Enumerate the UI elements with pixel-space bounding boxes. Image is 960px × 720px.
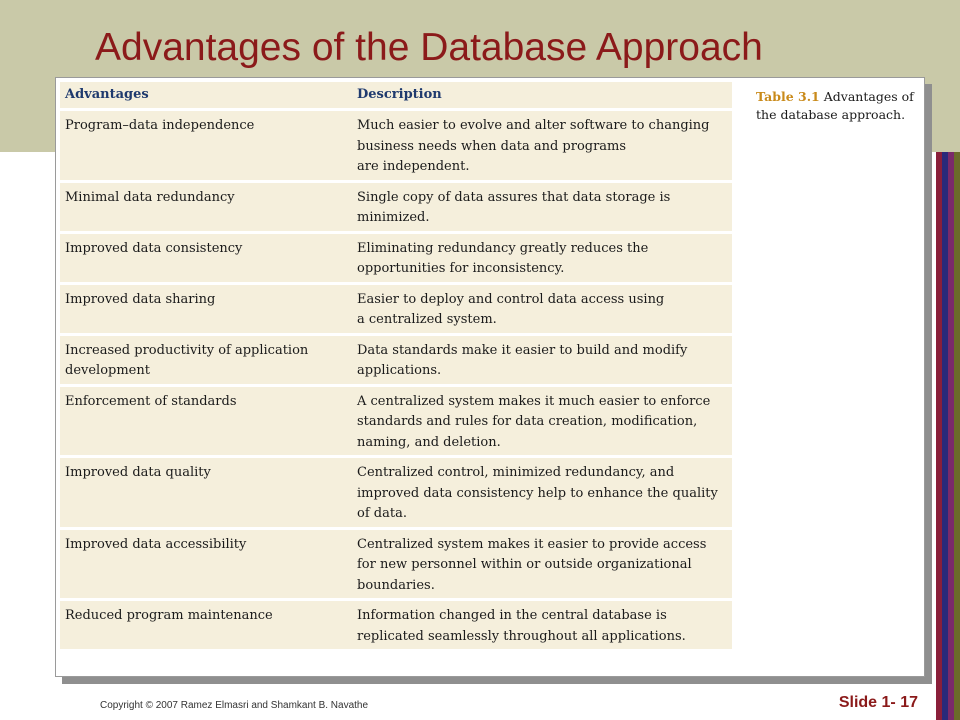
description-line: A centralized system makes it much easier to enforce [357, 393, 711, 409]
slide-title: Advantages of the Database Approach [95, 26, 763, 69]
advantage-cell [60, 181, 342, 232]
description-cell [342, 334, 732, 385]
advantage-line: Improved data sharing [65, 291, 216, 307]
table-body [60, 110, 732, 651]
advantage-cell [60, 600, 342, 651]
table-row [60, 232, 732, 283]
description-line: improved data consistency help to enhance the quality [357, 485, 718, 501]
table-row [60, 528, 732, 600]
description-line: replicated seamlessly throughout all applications. [357, 628, 686, 644]
table-row [60, 457, 732, 529]
table-panel [55, 77, 925, 677]
table-container [60, 82, 732, 652]
advantage-line: Enforcement of standards [65, 393, 237, 409]
description-line: boundaries. [357, 577, 435, 593]
description-line: applications. [357, 363, 442, 378]
advantage-line: Improved data accessibility [65, 536, 247, 552]
advantages-table [60, 82, 732, 652]
description-line: Single copy of data assures that data storage is [357, 189, 671, 205]
advantage-cell [60, 232, 342, 283]
advantage-cell [60, 110, 342, 182]
description-line: naming, and deletion. [357, 434, 501, 450]
description-cell [342, 457, 732, 529]
description-cell [342, 385, 732, 457]
advantage-line: Reduced program maintenance [65, 608, 273, 623]
description-cell [342, 283, 732, 334]
advantage-line: Increased productivity of application [65, 342, 309, 358]
description-line: Centralized control, minimized redundancy, and [357, 465, 675, 480]
slide-number: Slide 1- 17 [838, 694, 918, 711]
description-line: Centralized system makes it easier to provide access [357, 536, 707, 552]
description-line: of data. [357, 506, 407, 521]
advantage-cell [60, 457, 342, 529]
description-line: opportunities for inconsistency. [357, 261, 565, 276]
table-row [60, 110, 732, 182]
caption-text: Advantages of the database approach. [756, 89, 914, 122]
description-line: Data standards make it easier to build and modify [357, 342, 688, 358]
description-line: minimized. [357, 210, 430, 225]
description-cell [342, 181, 732, 232]
description-line: Easier to deploy and control data access using [357, 291, 665, 307]
advantage-cell [60, 528, 342, 600]
description-line: are independent. [357, 159, 470, 174]
description-line: business needs when data and programs [357, 138, 627, 154]
table-header-row [60, 82, 732, 110]
header-description: Description [342, 82, 732, 110]
decorative-side-stripes [936, 152, 960, 720]
description-line: standards and rules for data creation, modification, [357, 414, 698, 429]
table-row [60, 283, 732, 334]
description-cell [342, 232, 732, 283]
table-row [60, 181, 732, 232]
advantage-line: Minimal data redundancy [65, 189, 235, 205]
description-line: Information changed in the central database is [357, 608, 667, 623]
advantage-line: development [65, 363, 150, 378]
table-row [60, 385, 732, 457]
advantage-cell [60, 334, 342, 385]
description-cell [342, 528, 732, 600]
description-line: for new personnel within or outside organizational [357, 557, 692, 572]
table-row [60, 600, 732, 651]
advantage-line: Improved data consistency [65, 240, 243, 256]
advantage-cell [60, 385, 342, 457]
advantage-cell [60, 283, 342, 334]
advantage-line: Improved data quality [65, 465, 211, 480]
description-cell [342, 600, 732, 651]
table-row [60, 334, 732, 385]
description-cell [342, 110, 732, 182]
description-line: Much easier to evolve and alter software to changing [357, 118, 710, 133]
description-line: Eliminating redundancy greatly reduces the [357, 240, 649, 256]
description-line: a centralized system. [357, 312, 497, 327]
copyright-notice: Copyright © 2007 Ramez Elmasri and Shamkant B. Navathe [100, 700, 369, 711]
caption-label: Table 3.1 [756, 89, 820, 104]
table-caption [756, 88, 926, 124]
header-advantages: Advantages [60, 82, 342, 110]
advantage-line: Program–data independence [65, 118, 255, 133]
